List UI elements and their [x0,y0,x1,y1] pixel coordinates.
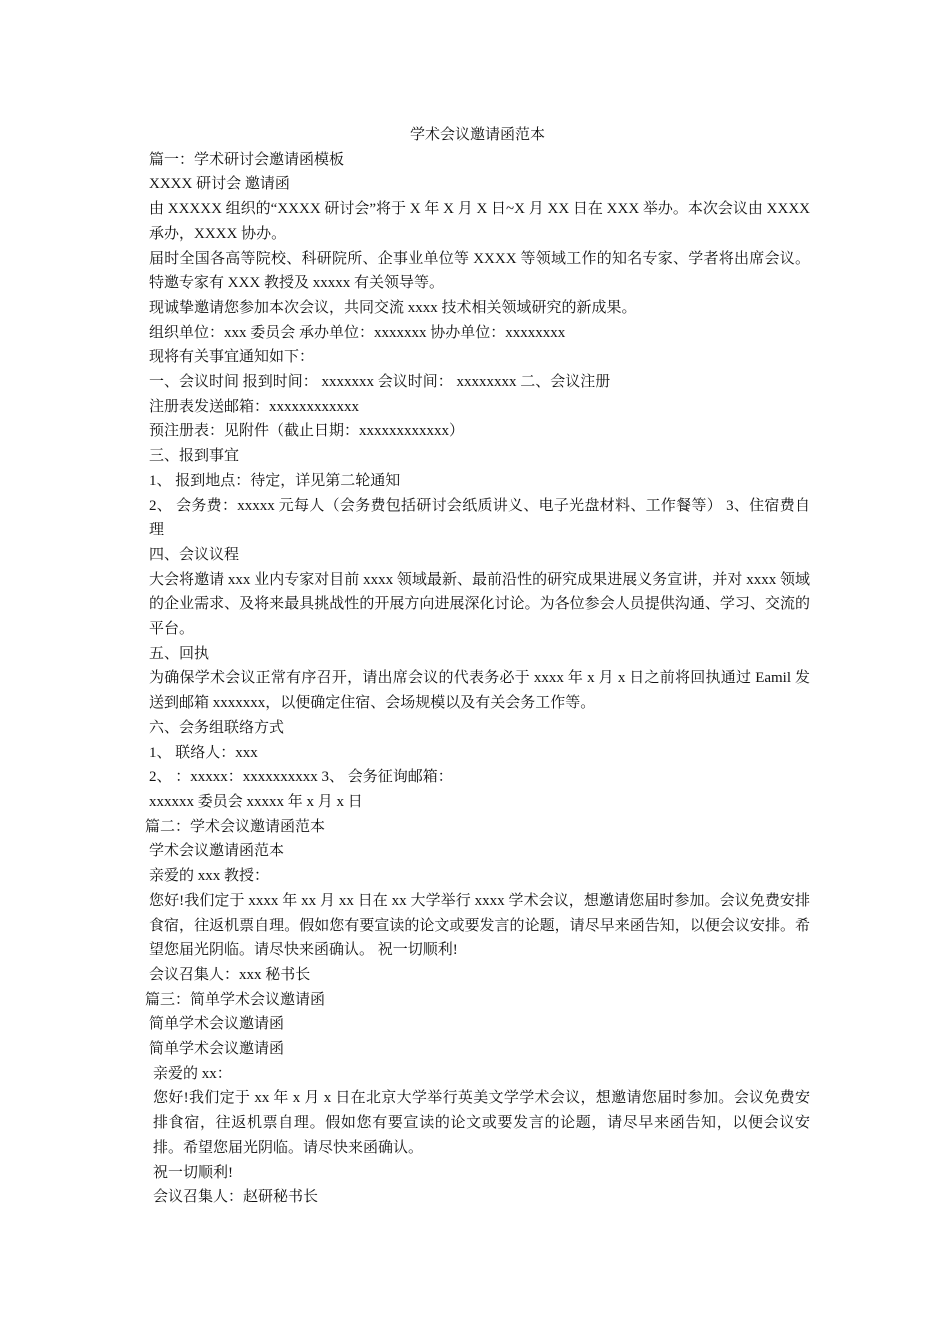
paragraph: 现将有关事宜通知如下： [149,349,315,366]
document-title: 学术会议邀请函范本 [409,127,545,143]
paragraph: 您好!我们定于 xx 年 x 月 x 日在北京大学举行英美文学学术会议，想邀请您届时参加。会议免费安排食宿，往返机票自理。假如您有要宣读的论文或要发言的论题，请尽早来函告知，以便会议安排。希望您届光阴临。请尽快来函确认。 [153,1090,810,1156]
paragraph: 学术会议邀请函范本 [149,843,285,860]
paragraph: 大会将邀请 xxx 业内专家对目前 xxxx 领域最新、最前沿性的研究成果进展义务宣讲，并对 xxxx 领域的企业需求、及将来最具挑战性的开展方向进展深化讨论。为各位参会人员提供沟通、学习、交流的平台。 [149,571,810,638]
section-heading-3: 篇三：简单学术会议邀请函 [145,991,326,1008]
paragraph: 2、 ：xxxxx：xxxxxxxxxx 3、 会务征询邮箱： [149,769,453,786]
paragraph: 会议召集人：xxx 秘书长 [149,966,311,983]
paragraph: 五、回执 [149,645,210,662]
subtitle: XXXX 研讨会 邀请函 [149,176,290,193]
paragraph: 1、 报到地点：待定，详见第二轮通知 [149,472,401,489]
paragraph: 您好!我们定于 xxxx 年 xx 月 xx 日在 xx 大学举行 xxxx 学术会议，想邀请您届时参加。会议免费安排食宿，往返机票自理。假如您有要宣读的论文或要发言的论题，请尽早来函告知，以便会议安排。希望您届光阴临。请尽快来函确认。 祝一切顺利! [149,892,810,959]
paragraph: 组织单位：xxx 委员会 承办单位：xxxxxxx 协办单位：xxxxxxxx [149,324,566,341]
section-heading-1: 篇一：学术研讨会邀请函模板 [149,151,345,168]
paragraph: 由 XXXXX 组织的“XXXX 研讨会”将于 X 年 X 月 X 日~X 月 XX 日在 XXX 举办。本次会议由 XXXX 承办，XXXX 协办。 [149,201,810,242]
paragraph: 亲爱的 xxx 教授： [149,868,270,885]
paragraph: 四、会议议程 [149,546,240,563]
paragraph: 简单学术会议邀请函 [149,1041,285,1058]
paragraph: 会议召集人：赵研秘书长 [153,1189,319,1206]
paragraph: 届时全国各高等院校、科研院所、企事业单位等 XXXX 等领域工作的知名专家、学者将出席会议。特邀专家有 XXX 教授及 xxxxx 有关领导等。 [149,250,810,292]
document-page [145,123,810,1210]
paragraph: xxxxxx 委员会 xxxxx 年 x 月 x 日 [149,793,363,810]
section-heading-2: 篇二：学术会议邀请函范本 [145,818,326,835]
paragraph: 亲爱的 xx： [153,1065,232,1082]
paragraph: 注册表发送邮箱：xxxxxxxxxxxx [149,398,360,415]
paragraph: 为确保学术会议正常有序召开，请出席会议的代表务必于 xxxx 年 x 月 x 日之前将回执通过 Eamil 发送到邮箱 xxxxxxx，以便确定住宿、会场规模以及有关会务工作等。 [149,670,810,712]
paragraph: 预注册表：见附件（截止日期：xxxxxxxxxxxx） [149,423,465,440]
paragraph: 三、报到事宜 [149,448,240,465]
paragraph: 六、会务组联络方式 [149,719,285,736]
paragraph: 一、会议时间 报到时间： xxxxxxx 会议时间： xxxxxxxx 二、会议注册 [149,374,611,391]
paragraph: 祝一切顺利! [153,1164,233,1181]
paragraph: 现诚挚邀请您参加本次会议，共同交流 xxxx 技术相关领域研究的新成果。 [149,299,637,316]
paragraph: 2、 会务费：xxxxx 元每人（会务费包括研讨会纸质讲义、电子光盘材料、工作餐等） 3、住宿费自理 [149,497,810,539]
paragraph: 简单学术会议邀请函 [149,1016,285,1033]
paragraph: 1、 联络人：xxx [149,744,258,761]
